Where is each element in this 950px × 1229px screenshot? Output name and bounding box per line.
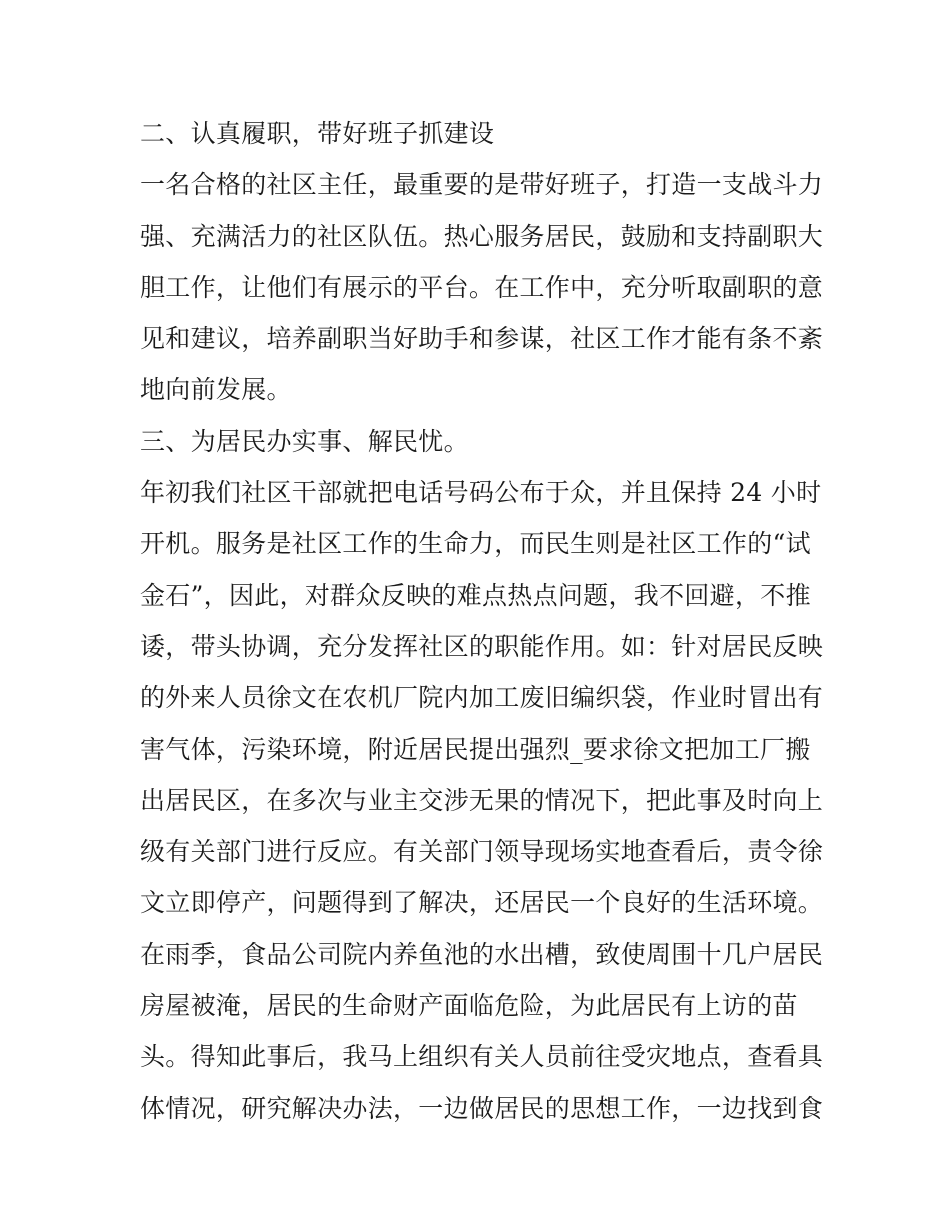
text-line: 地向前发展。	[140, 375, 292, 405]
text-line: 年初我们社区干部就把电话号码公布于众，并且保持 24 小时	[140, 478, 822, 508]
text-line: 金石”，因此，对群众反映的难点热点问题，我不回避，不推	[140, 580, 811, 610]
text-line: 诿，带头协调，充分发挥社区的职能作用。如：针对居民反映	[140, 631, 824, 661]
section-heading: 二、认真履职，带好班子抓建设	[140, 119, 495, 148]
text-line: 文立即停产，问题得到了解决，还居民一个良好的生活环境。	[140, 888, 824, 918]
text-line: 体情况，研究解决办法，一边做居民的思想工作，一边找到食	[140, 1093, 824, 1123]
text-line: 在雨季，食品公司院内养鱼池的水出槽，致使周围十几户居民	[140, 939, 824, 969]
text-line: 级有关部门进行反应。有关部门领导现场实地查看后，责令徐	[140, 837, 824, 867]
text-line: 害气体，污染环境，附近居民提出强烈_要求徐文把加工厂搬	[140, 734, 811, 764]
text-line: 胆工作，让他们有展示的平台。在工作中，充分听取副职的意	[140, 272, 824, 302]
text-line: 头。得知此事后，我马上组织有关人员前往受灾地点，查看具	[140, 1042, 824, 1072]
text-line: 一名合格的社区主任，最重要的是带好班子，打造一支战斗力	[140, 170, 824, 200]
text-line: 见和建议，培养副职当好助手和参谋，社区工作才能有条不紊	[140, 324, 824, 354]
section-heading: 三、为居民办实事、解民忧。	[140, 426, 469, 456]
text-line: 出居民区，在多次与业主交涉无果的情况下，把此事及时向上	[140, 785, 824, 815]
text-line: 开机。服务是社区工作的生命力，而民生则是社区工作的“试	[140, 529, 811, 559]
text-line: 强、充满活力的社区队伍。热心服务居民，鼓励和支持副职大	[140, 221, 824, 251]
text-line: 的外来人员徐文在农机厂院内加工废旧编织袋，作业时冒出有	[140, 683, 824, 713]
text-line: 房屋被淹，居民的生命财产面临危险，为此居民有上访的苗	[140, 991, 798, 1021]
document-body	[140, 108, 824, 1134]
